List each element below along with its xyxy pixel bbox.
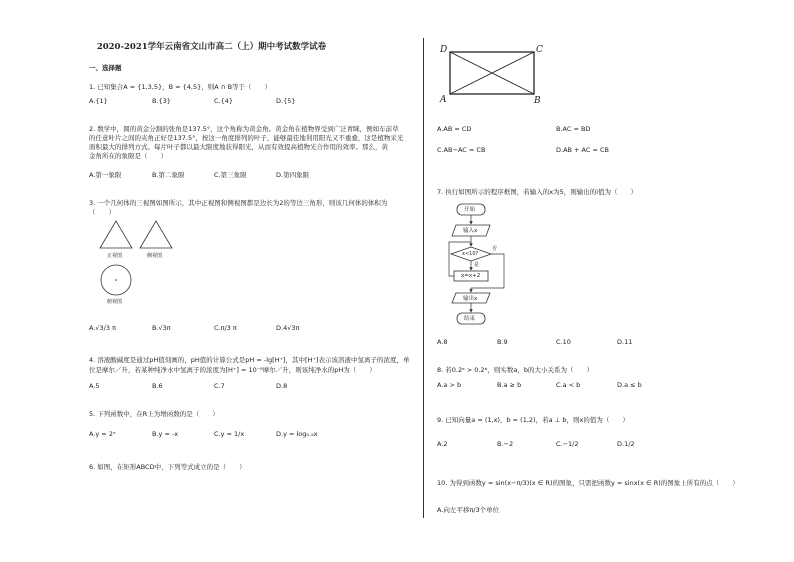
q3-option-c: C.π/3 π — [214, 324, 237, 332]
question-9-stem: 9. 已知向量a = (1,x)，b = (1,2)，若a ⊥ b，则x的值为（ ） — [437, 416, 629, 424]
q8-option-a: A.a > b — [437, 381, 462, 389]
q5-option-c: C.y = 1/x — [214, 430, 245, 438]
question-2-line-1: 2. 数学中，圆的黄金分割的张角是137.5°，这个角称为黄金角。黄金角在植物界受到广泛青睐，例如车前草 — [89, 125, 399, 133]
question-7-stem: 7. 执行如图所示的程序框图，若输入的x为5，则输出的i值为（ ） — [437, 188, 638, 196]
flow-assign-label: x=x+2 — [461, 273, 481, 279]
question-3-line-2: （ ） — [89, 208, 115, 216]
q7-option-b: B.9 — [497, 338, 508, 346]
question-8-stem: 8. 若0.2ᵃ > 0.2ᵇ，则实数a，b的大小关系为（ ） — [437, 366, 593, 374]
q7-option-d: D.11 — [617, 338, 633, 346]
column-divider — [423, 38, 424, 518]
front-view-triangle — [100, 221, 132, 248]
q3-option-a: A.√3/3 π — [89, 324, 116, 332]
flow-input-label: 输入x — [463, 228, 478, 234]
side-view-label: 侧视图 — [147, 253, 163, 259]
q9-option-d: D.1/2 — [617, 440, 635, 448]
q4-option-d: D.8 — [276, 382, 288, 390]
q6-option-c: C.AB−AC = CB — [437, 146, 486, 154]
flow-condition-label: x<10? — [462, 251, 479, 257]
vertex-b-label: B — [534, 96, 541, 106]
question-4-line-2: 位是摩尔／升，若某种纯净水中氢离子的浓度为[H⁺] = 10⁻⁸摩尔／升，则该纯净水的pH为（ ） — [89, 366, 376, 374]
q1-option-c: C.{4} — [214, 97, 234, 105]
flow-start-label: 开始 — [464, 207, 476, 213]
q4-option-c: C.7 — [214, 382, 225, 390]
rectangle-abcd-figure — [436, 42, 548, 108]
question-3-line-1: 3. 一个几何体的三视图如图所示，其中正视图和侧视图都是边长为2的等边三角形，则该几何体的体积为 — [89, 199, 388, 207]
q9-option-c: C.−1/2 — [556, 440, 579, 448]
flow-end-label: 结束 — [464, 316, 476, 322]
flowchart-figure — [446, 200, 516, 328]
q6-option-b: B.AC = BD — [556, 125, 591, 133]
q4-option-b: B.6 — [152, 382, 163, 390]
q2-option-c: C.第三象限 — [214, 171, 247, 179]
q7-option-c: C.10 — [556, 338, 571, 346]
question-2-line-2: 的任意叶片之间的夹角正好是137.5°，按这一角度排列的叶子，能够最佳地利用阳光又不重叠，这是植物采光 — [89, 134, 404, 142]
question-2-line-4: 金角所在的象限是（ ） — [89, 152, 167, 160]
question-4-line-1: 4. 溶液酸碱度是通过pH值刻画的，pH值的计算公式是pH = -lg[H⁺]，其中[H⁺]表示该溶液中氢离子的浓度，单 — [89, 356, 410, 364]
q8-option-c: C.a < b — [556, 381, 581, 389]
q1-option-d: D.{5} — [276, 97, 296, 105]
top-view-center-dot — [115, 279, 117, 281]
question-2-line-3: 面积最大的排列方式。每片叶子都以最大限度地获得阳光，从而有效提高植物光合作用的效率。那么，黄 — [89, 143, 388, 151]
vertex-c-label: C — [536, 45, 543, 55]
q1-option-a: A.{1} — [89, 97, 108, 105]
flow-no-label: 否 — [492, 246, 498, 252]
top-view-label: 俯视图 — [107, 299, 123, 305]
q2-option-d: D.第四象限 — [276, 171, 310, 179]
vertex-d-label: D — [440, 45, 448, 55]
q5-option-d: D.y = log₀.₅x — [276, 430, 318, 438]
q9-option-b: B.−2 — [497, 440, 514, 448]
question-1-stem: 1. 已知集合A = {1,3,5}，B = {4,5}，则A ∩ B等于（ ） — [89, 83, 272, 91]
q10-option-a: A.向左平移π/3个单位 — [437, 506, 500, 514]
vertex-a-label: A — [440, 95, 447, 105]
q2-option-b: B.第二象限 — [152, 171, 185, 179]
q2-option-a: A.第一象限 — [89, 171, 122, 179]
question-6-stem: 6. 如图，在矩形ABCD中，下列等式成立的是（ ） — [89, 463, 246, 471]
q5-option-b: B.y = -x — [152, 430, 179, 438]
front-view-label: 正视图 — [107, 253, 123, 259]
flow-yes-label: 是 — [474, 262, 480, 268]
q6-option-a: A.AB = CD — [437, 125, 472, 133]
q4-option-a: A.5 — [89, 382, 100, 390]
q3-option-b: B.√3π — [152, 324, 171, 332]
exam-title: 2020-2021学年云南省文山市高二（上）期中考试数学试卷 — [96, 42, 327, 52]
section-heading: 一、选择题 — [89, 64, 122, 72]
q8-option-d: D.a ≤ b — [617, 381, 642, 389]
flow-output-label: 输出x — [463, 296, 478, 302]
q6-option-d: D.AB + AC = CB — [556, 146, 610, 154]
q7-option-a: A.8 — [437, 338, 448, 346]
question-10-stem: 10. 为得到函数y = sin(x−π/3)(x ∈ R)的图象，只需把函数y = sinx(x ∈ R)的图象上所有的点（ ） — [437, 479, 739, 487]
q5-option-a: A.y = 2ˣ — [89, 430, 116, 438]
side-view-triangle — [140, 221, 172, 248]
q3-option-d: D.4√3π — [276, 324, 300, 332]
q9-option-a: A.2 — [437, 440, 448, 448]
question-5-stem: 5. 下列函数中，在R上为增函数的是（ ） — [89, 410, 219, 418]
q8-option-b: B.a ≥ b — [497, 381, 522, 389]
q1-option-b: B.{3} — [152, 97, 171, 105]
